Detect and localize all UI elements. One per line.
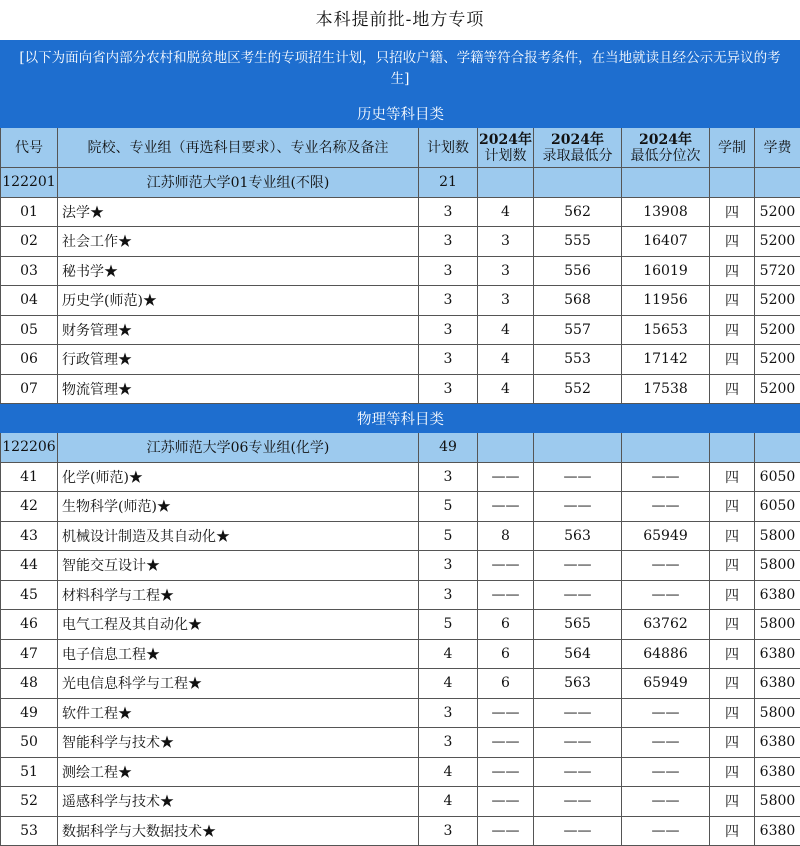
cell: ——: [534, 816, 622, 846]
cell: ——: [622, 787, 710, 817]
cell: 3: [478, 286, 534, 316]
header-text: 2024年: [479, 132, 532, 148]
cell: 5800: [755, 610, 800, 640]
cell: 5: [419, 610, 478, 640]
cell: ——: [534, 492, 622, 522]
table-row: [1, 521, 800, 551]
major-name: 机械设计制造及其自动化★: [58, 521, 419, 551]
cell: 四: [710, 197, 755, 227]
cell: 6380: [755, 669, 800, 699]
cell: 3: [419, 698, 478, 728]
cell: 06: [1, 345, 58, 375]
section-header: [1, 404, 800, 433]
cell: 44: [1, 551, 58, 581]
cell: 5200: [755, 227, 800, 257]
table-row: [1, 256, 800, 286]
major-name: 法学★: [58, 197, 419, 227]
cell: 4: [419, 757, 478, 787]
empty-cell: [755, 433, 800, 463]
group-name: 江苏师范大学01专业组(不限): [58, 168, 419, 198]
cell: ——: [478, 787, 534, 817]
cell: 四: [710, 728, 755, 758]
cell: ——: [534, 698, 622, 728]
page-title: 本科提前批-地方专项: [0, 0, 800, 40]
column-header: [622, 128, 710, 168]
cell: 5200: [755, 345, 800, 375]
major-name: 智能交互设计★: [58, 551, 419, 581]
group-code: 122206: [1, 433, 58, 463]
major-name: 遥感科学与技术★: [58, 787, 419, 817]
cell: ——: [478, 492, 534, 522]
column-header: 代号: [1, 128, 58, 168]
major-name: 生物科学(师范)★: [58, 492, 419, 522]
cell: 65949: [622, 669, 710, 699]
table-row: [1, 551, 800, 581]
table-row: [1, 639, 800, 669]
cell: 四: [710, 580, 755, 610]
header-text: 2024年: [639, 132, 692, 148]
cell: 四: [710, 492, 755, 522]
empty-cell: [710, 433, 755, 463]
cell: 3: [419, 580, 478, 610]
table-row: [1, 315, 800, 345]
cell: 四: [710, 345, 755, 375]
empty-cell: [534, 168, 622, 198]
cell: ——: [478, 757, 534, 787]
cell: 52: [1, 787, 58, 817]
cell: 5200: [755, 374, 800, 404]
cell: 02: [1, 227, 58, 257]
major-name: 材料科学与工程★: [58, 580, 419, 610]
cell: 3: [478, 227, 534, 257]
table-row: [1, 345, 800, 375]
cell: ——: [534, 787, 622, 817]
cell: 四: [710, 374, 755, 404]
cell: 四: [710, 787, 755, 817]
cell: 5200: [755, 315, 800, 345]
cell: 四: [710, 462, 755, 492]
cell: ——: [478, 551, 534, 581]
cell: 49: [1, 698, 58, 728]
table-row: [1, 286, 800, 316]
major-name: 智能科学与技术★: [58, 728, 419, 758]
cell: 6050: [755, 462, 800, 492]
empty-cell: [478, 168, 534, 198]
cell: 3: [478, 256, 534, 286]
table-row: [1, 728, 800, 758]
cell: 5200: [755, 286, 800, 316]
cell: 四: [710, 227, 755, 257]
group-plan: 49: [419, 433, 478, 463]
cell: 48: [1, 669, 58, 699]
cell: 6: [478, 639, 534, 669]
cell: 5200: [755, 197, 800, 227]
header-text: 最低分位次: [631, 148, 701, 164]
table-row: [1, 492, 800, 522]
cell: 4: [478, 315, 534, 345]
notice-banner: [以下为面向省内部分农村和脱贫地区考生的专项招生计划，只招收户籍、学籍等符合报考条件，在当地就读且经公示无异议的考生]: [0, 40, 800, 98]
cell: ——: [478, 462, 534, 492]
cell: 6380: [755, 757, 800, 787]
column-header: 院校、专业组（再选科目要求）、专业名称及备注: [58, 128, 419, 168]
cell: ——: [478, 580, 534, 610]
cell: 41: [1, 462, 58, 492]
major-name: 行政管理★: [58, 345, 419, 375]
major-name: 秘书学★: [58, 256, 419, 286]
cell: ——: [622, 492, 710, 522]
table-row: [1, 580, 800, 610]
cell: 562: [534, 197, 622, 227]
cell: 47: [1, 639, 58, 669]
cell: 3: [419, 197, 478, 227]
major-name: 财务管理★: [58, 315, 419, 345]
cell: 4: [419, 639, 478, 669]
table-row: [1, 669, 800, 699]
cell: 3: [419, 816, 478, 846]
table-row: [1, 227, 800, 257]
cell: ——: [478, 728, 534, 758]
empty-cell: [755, 168, 800, 198]
section-title: 历史等科目类: [1, 99, 800, 128]
cell: 6380: [755, 816, 800, 846]
group-row: [1, 433, 800, 463]
cell: 5800: [755, 551, 800, 581]
cell: 42: [1, 492, 58, 522]
empty-cell: [478, 433, 534, 463]
major-name: 电气工程及其自动化★: [58, 610, 419, 640]
cell: 四: [710, 256, 755, 286]
cell: 3: [419, 256, 478, 286]
cell: 552: [534, 374, 622, 404]
cell: 3: [419, 345, 478, 375]
table-row: [1, 462, 800, 492]
cell: 4: [478, 374, 534, 404]
cell: 6380: [755, 639, 800, 669]
cell: 四: [710, 610, 755, 640]
cell: 43: [1, 521, 58, 551]
column-header: 学费: [755, 128, 800, 168]
cell: 63762: [622, 610, 710, 640]
cell: 46: [1, 610, 58, 640]
cell: 4: [419, 669, 478, 699]
admission-table: [0, 98, 800, 846]
cell: 555: [534, 227, 622, 257]
table-row: [1, 610, 800, 640]
section-title: 物理等科目类: [1, 404, 800, 433]
cell: ——: [622, 462, 710, 492]
cell: 3: [419, 728, 478, 758]
cell: 16019: [622, 256, 710, 286]
cell: 07: [1, 374, 58, 404]
cell: 四: [710, 757, 755, 787]
cell: ——: [622, 757, 710, 787]
cell: ——: [478, 698, 534, 728]
table-row: [1, 197, 800, 227]
cell: 17538: [622, 374, 710, 404]
major-name: 社会工作★: [58, 227, 419, 257]
cell: 8: [478, 521, 534, 551]
cell: 64886: [622, 639, 710, 669]
cell: 11956: [622, 286, 710, 316]
group-name: 江苏师范大学06专业组(化学): [58, 433, 419, 463]
cell: 6: [478, 669, 534, 699]
cell: 553: [534, 345, 622, 375]
cell: 556: [534, 256, 622, 286]
cell: 51: [1, 757, 58, 787]
cell: 50: [1, 728, 58, 758]
cell: 6380: [755, 728, 800, 758]
cell: 564: [534, 639, 622, 669]
cell: 6050: [755, 492, 800, 522]
cell: 5800: [755, 787, 800, 817]
cell: 4: [419, 787, 478, 817]
major-name: 物流管理★: [58, 374, 419, 404]
cell: 四: [710, 315, 755, 345]
empty-cell: [622, 433, 710, 463]
cell: 17142: [622, 345, 710, 375]
cell: 13908: [622, 197, 710, 227]
cell: 5720: [755, 256, 800, 286]
table-row: [1, 816, 800, 846]
cell: 53: [1, 816, 58, 846]
cell: 3: [419, 227, 478, 257]
cell: 557: [534, 315, 622, 345]
cell: ——: [534, 757, 622, 787]
column-header: 学制: [710, 128, 755, 168]
cell: 6380: [755, 580, 800, 610]
cell: ——: [622, 551, 710, 581]
cell: 四: [710, 551, 755, 581]
column-header: [478, 128, 534, 168]
cell: ——: [622, 728, 710, 758]
cell: ——: [534, 462, 622, 492]
cell: 4: [478, 197, 534, 227]
table-row: [1, 374, 800, 404]
cell: 16407: [622, 227, 710, 257]
cell: 03: [1, 256, 58, 286]
header-text: 2024年: [551, 132, 604, 148]
major-name: 光电信息科学与工程★: [58, 669, 419, 699]
cell: 568: [534, 286, 622, 316]
major-name: 历史学(师范)★: [58, 286, 419, 316]
table-row: [1, 787, 800, 817]
table-row: [1, 698, 800, 728]
cell: 5800: [755, 698, 800, 728]
major-name: 化学(师范)★: [58, 462, 419, 492]
cell: 四: [710, 639, 755, 669]
cell: ——: [622, 698, 710, 728]
cell: ——: [622, 580, 710, 610]
cell: 45: [1, 580, 58, 610]
cell: ——: [478, 816, 534, 846]
cell: 四: [710, 698, 755, 728]
empty-cell: [534, 433, 622, 463]
group-code: 122201: [1, 168, 58, 198]
cell: ——: [534, 728, 622, 758]
header-text: 录取最低分: [543, 148, 613, 164]
cell: 5: [419, 521, 478, 551]
cell: 65949: [622, 521, 710, 551]
cell: 四: [710, 669, 755, 699]
cell: 3: [419, 374, 478, 404]
cell: 四: [710, 816, 755, 846]
cell: 5: [419, 492, 478, 522]
table-row: [1, 757, 800, 787]
cell: 04: [1, 286, 58, 316]
cell: 5800: [755, 521, 800, 551]
major-name: 测绘工程★: [58, 757, 419, 787]
major-name: 数据科学与大数据技术★: [58, 816, 419, 846]
column-header-row: [1, 128, 800, 168]
cell: 15653: [622, 315, 710, 345]
cell: 3: [419, 551, 478, 581]
cell: 四: [710, 286, 755, 316]
cell: 3: [419, 315, 478, 345]
major-name: 软件工程★: [58, 698, 419, 728]
group-plan: 21: [419, 168, 478, 198]
cell: 4: [478, 345, 534, 375]
cell: 6: [478, 610, 534, 640]
cell: 565: [534, 610, 622, 640]
cell: 3: [419, 462, 478, 492]
section-header: [1, 99, 800, 128]
empty-cell: [622, 168, 710, 198]
empty-cell: [710, 168, 755, 198]
cell: ——: [534, 580, 622, 610]
group-row: [1, 168, 800, 198]
major-name: 电子信息工程★: [58, 639, 419, 669]
cell: 563: [534, 669, 622, 699]
column-header: 计划数: [419, 128, 478, 168]
cell: 四: [710, 521, 755, 551]
cell: 01: [1, 197, 58, 227]
cell: ——: [534, 551, 622, 581]
cell: ——: [622, 816, 710, 846]
header-text: 计划数: [485, 148, 527, 164]
cell: 563: [534, 521, 622, 551]
column-header: [534, 128, 622, 168]
cell: 05: [1, 315, 58, 345]
cell: 3: [419, 286, 478, 316]
